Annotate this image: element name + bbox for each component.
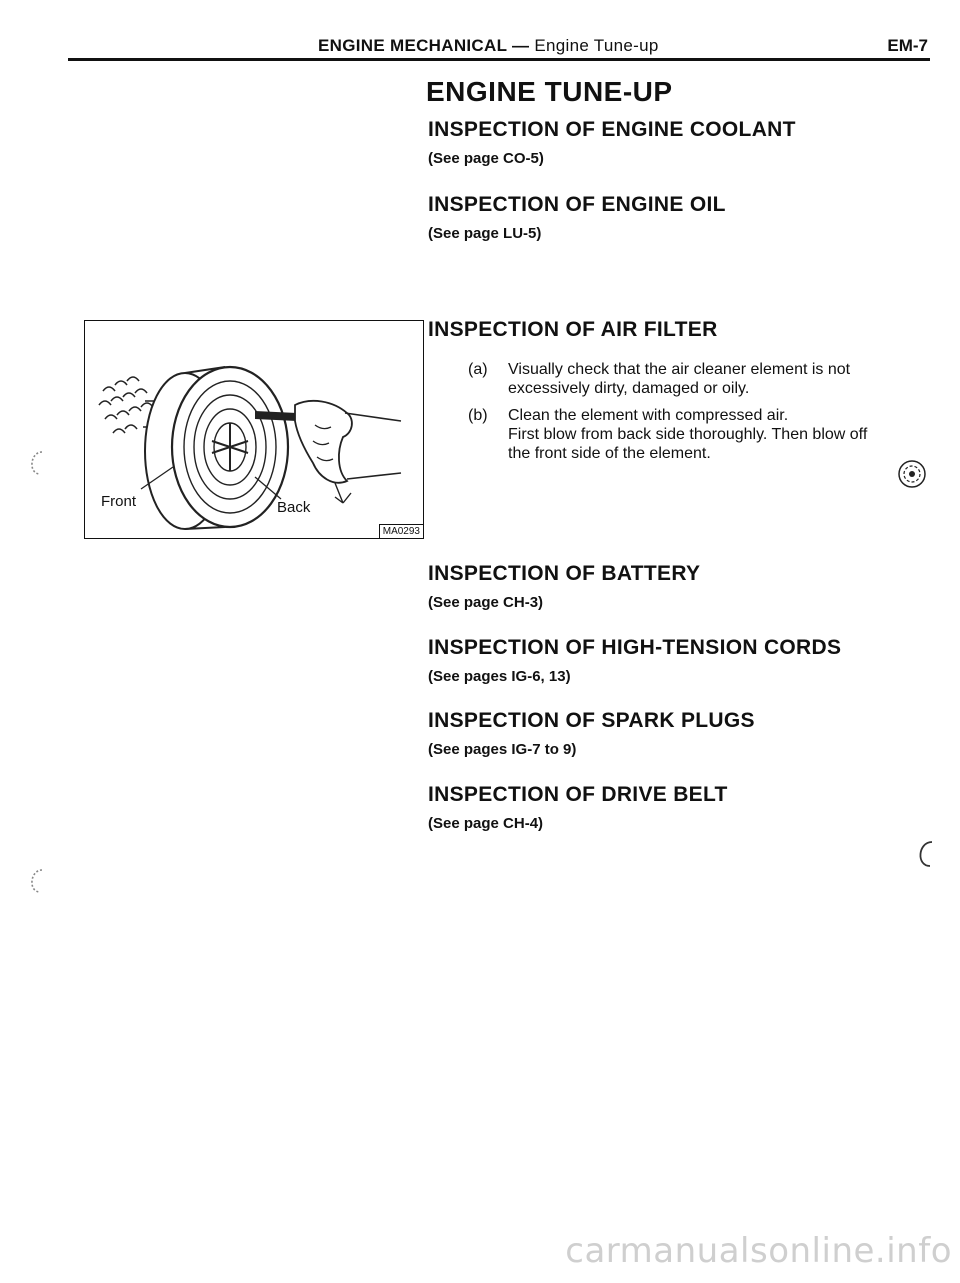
watermark: carmanualsonline.info — [565, 1231, 952, 1271]
step-line: Clean the element with compressed air. — [508, 407, 789, 424]
section-ref-oil: (See page LU-5) — [428, 225, 542, 242]
header-section: ENGINE MECHANICAL — [318, 36, 507, 55]
section-title-oil: INSPECTION OF ENGINE OIL — [428, 193, 726, 216]
header-subtitle: Engine Tune-up — [534, 36, 659, 55]
page-number: EM-7 — [887, 36, 928, 55]
header-separator: — — [512, 36, 530, 55]
header-title — [318, 36, 659, 56]
section-title-coolant: INSPECTION OF ENGINE COOLANT — [428, 118, 796, 141]
section-title-drive-belt: INSPECTION OF DRIVE BELT — [428, 783, 728, 806]
step-line: the front side of the element. — [508, 445, 711, 462]
section-title-spark-plugs: INSPECTION OF SPARK PLUGS — [428, 709, 755, 732]
step-label: (b) — [468, 407, 488, 424]
header-rule — [68, 58, 930, 61]
gear-stamp-icon — [896, 458, 928, 490]
binder-hole-icon — [912, 838, 936, 870]
section-title-battery: INSPECTION OF BATTERY — [428, 562, 701, 585]
page-title: ENGINE TUNE-UP — [426, 76, 673, 107]
step-line: First blow from back side thoroughly. Then blow off — [508, 426, 868, 443]
step-line: excessively dirty, damaged or oily. — [508, 380, 750, 397]
section-ref-drive-belt: (See page CH-4) — [428, 815, 544, 832]
air-filter-figure — [84, 320, 424, 539]
air-filter-step-b — [470, 406, 940, 463]
step-line: Visually check that the air cleaner element is not — [508, 361, 851, 378]
air-filter-step-a — [470, 360, 940, 398]
section-ref-battery: (See page CH-3) — [428, 594, 544, 611]
figure-label-back: Back — [277, 499, 311, 516]
binder-hole-icon — [24, 866, 46, 896]
figure-label-front: Front — [101, 493, 137, 510]
section-ref-spark-plugs: (See pages IG-7 to 9) — [428, 741, 577, 758]
section-ref-high-tension-cords: (See pages IG-6, 13) — [428, 668, 571, 685]
step-label: (a) — [468, 361, 488, 378]
page-header — [68, 30, 930, 62]
section-ref-coolant: (See page CO-5) — [428, 150, 544, 167]
section-title-air-filter: INSPECTION OF AIR FILTER — [428, 318, 718, 341]
section-title-high-tension-cords: INSPECTION OF HIGH-TENSION CORDS — [428, 636, 842, 659]
figure-code: MA0293 — [379, 524, 423, 538]
binder-hole-icon — [24, 448, 46, 478]
